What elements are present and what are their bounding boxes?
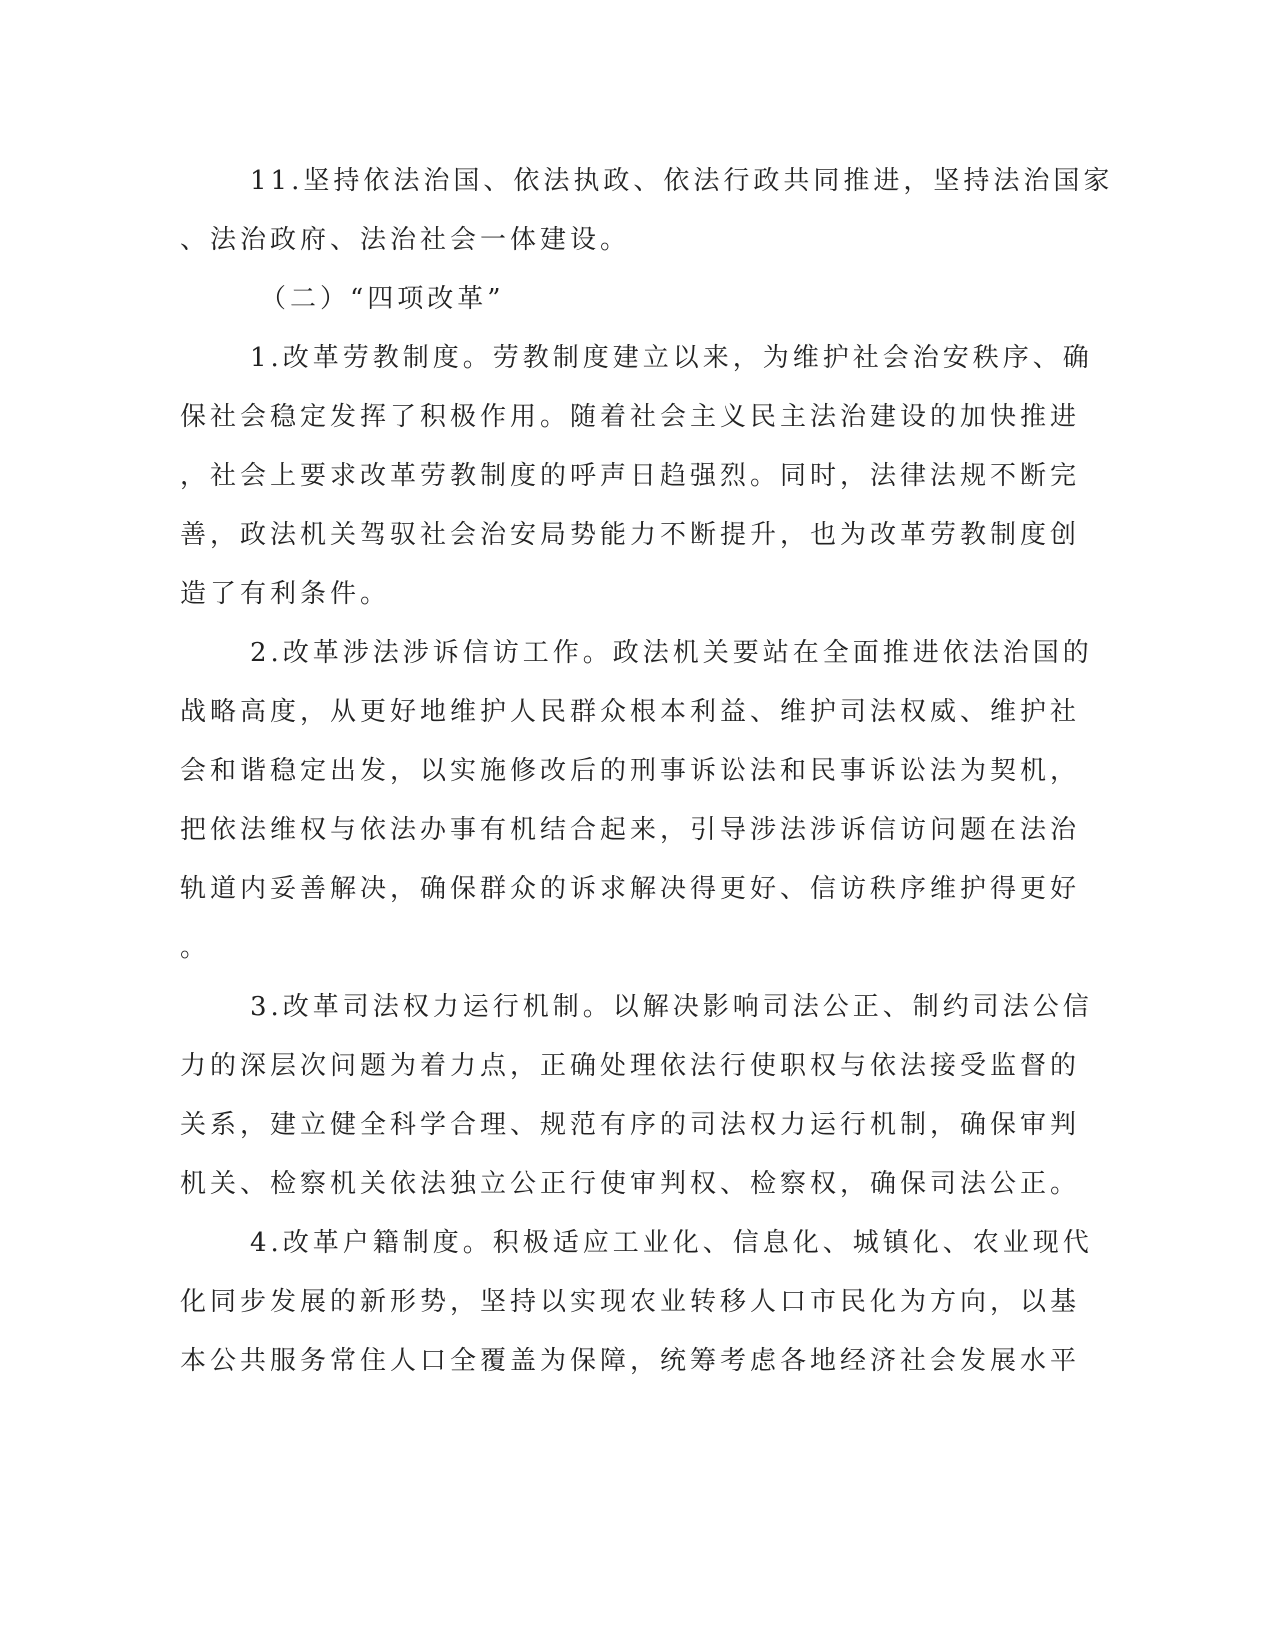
section-heading: （二）“四项改革” [260,284,505,314]
paragraph-line: 力的深层次问题为着力点，正确处理依法行使职权与依法接受监督的 [180,1051,1081,1081]
paragraph-line: 2.改革涉法涉诉信访工作。政法机关要站在全面推进依法治国的 [250,638,1093,668]
paragraph-line: 关系，建立健全科学合理、规范有序的司法权力运行机制，确保审判 [180,1110,1081,1140]
document-body [180,152,1114,1391]
paragraph-line: 化同步发展的新形势，坚持以实现农业转移人口市民化为方向，以基 [180,1287,1081,1317]
paragraph-line: 会和谐稳定出发，以实施修改后的刑事诉讼法和民事诉讼法为契机， [180,756,1081,786]
paragraph-line: 把依法维权与依法办事有机结合起来，引导涉法涉诉信访问题在法治 [180,815,1081,845]
paragraph-line: 本公共服务常住人口全覆盖为保障，统筹考虑各地经济社会发展水平 [180,1346,1081,1376]
paragraph-line: 。 [180,933,211,963]
paragraph-line: 、法治政府、法治社会一体建设。 [180,225,631,255]
paragraph-line: 1.改革劳教制度。劳教制度建立以来，为维护社会治安秩序、确 [250,343,1093,373]
paragraph-line: 造了有利条件。 [180,579,391,609]
paragraph-line: 战略高度，从更好地维护人民群众根本利益、维护司法权威、维护社 [180,697,1081,727]
paragraph-line: 保社会稳定发挥了积极作用。随着社会主义民主法治建设的加快推进 [180,402,1081,432]
paragraph-line: ，社会上要求改革劳教制度的呼声日趋强烈。同时，法律法规不断完 [180,461,1081,491]
paragraph-line: 3.改革司法权力运行机制。以解决影响司法公正、制约司法公信 [250,992,1093,1022]
paragraph-line: 11.坚持依法治国、依法执政、依法行政共同推进，坚持法治国家 [250,166,1114,196]
paragraph-line: 轨道内妥善解决，确保群众的诉求解决得更好、信访秩序维护得更好 [180,874,1081,904]
paragraph-line: 机关、检察机关依法独立公正行使审判权、检察权，确保司法公正。 [180,1169,1081,1199]
paragraph-line: 善，政法机关驾驭社会治安局势能力不断提升，也为改革劳教制度创 [180,520,1081,550]
paragraph-line: 4.改革户籍制度。积极适应工业化、信息化、城镇化、农业现代 [250,1228,1093,1258]
